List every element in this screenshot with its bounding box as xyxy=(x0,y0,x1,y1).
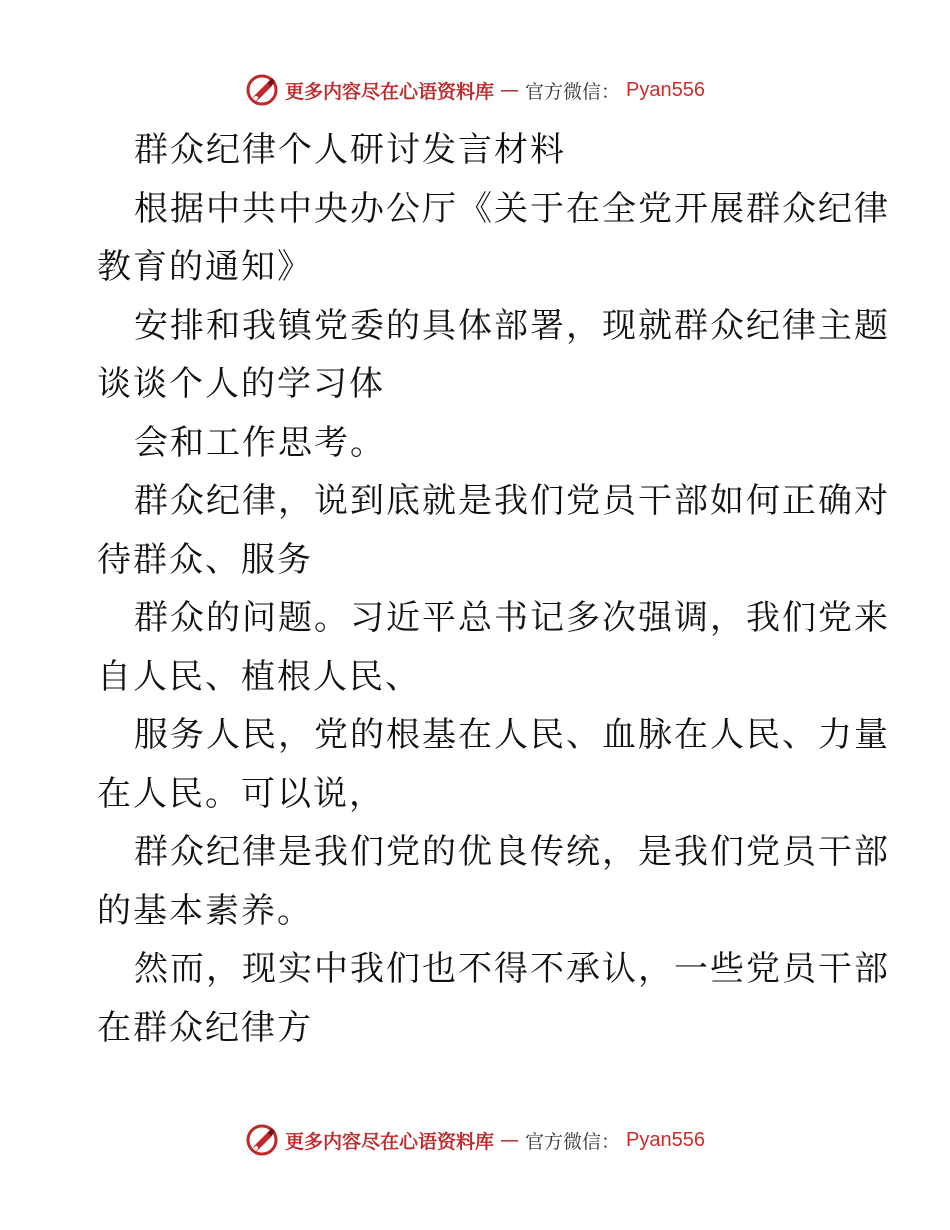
paragraph-line: 会和工作思考。 xyxy=(134,422,386,463)
banner-wechat-label: 官方微信： xyxy=(525,1130,621,1153)
paragraph-line: 的基本素养。 xyxy=(97,890,313,931)
paragraph-line: 群众的问题。习近平总书记多次强调，我们党来 xyxy=(134,598,890,638)
footer-banner xyxy=(0,1120,950,1160)
banner-text: 更多内容尽在心语资料库 xyxy=(285,80,495,103)
paragraph-line: 教育的通知》 xyxy=(97,247,313,287)
paragraph-line: 自人民、植根人民、 xyxy=(97,656,421,697)
document-body xyxy=(97,121,890,1057)
paragraph-line: 安排和我镇党委的具体部署，现就群众纪律主题 xyxy=(134,305,890,346)
banner-wechat-label: 官方微信： xyxy=(525,80,621,103)
paragraph-line: 谈谈个人的学习体 xyxy=(97,364,385,404)
paragraph-line: 待群众、服务 xyxy=(97,539,313,580)
pen-nib-logo-icon xyxy=(245,73,279,107)
banner-dash: — xyxy=(500,79,520,101)
paragraph-line: 根据中共中央办公厅《关于在全党开展群众纪律 xyxy=(134,188,890,229)
paragraph-line: 服务人民，党的根基在人民、血脉在人民、力量 xyxy=(134,715,890,755)
banner-wechat-id: Pyan556 xyxy=(626,78,705,101)
paragraph-line: 然而，现实中我们也不得不承认，一些党员干部 xyxy=(134,949,890,989)
banner-dash: — xyxy=(500,1129,520,1151)
banner-wechat-id: Pyan556 xyxy=(626,1128,705,1151)
document-title: 群众纪律个人研讨发言材料 xyxy=(134,130,566,170)
header-banner xyxy=(0,70,950,110)
pen-nib-logo-icon xyxy=(245,1123,279,1157)
banner-text: 更多内容尽在心语资料库 xyxy=(285,1130,495,1153)
paragraph-line: 群众纪律是我们党的优良传统，是我们党员干部 xyxy=(134,832,890,872)
paragraph-line: 群众纪律，说到底就是我们党员干部如何正确对 xyxy=(134,481,890,521)
paragraph-line: 在群众纪律方 xyxy=(97,1007,313,1048)
paragraph-line: 在人民。可以说， xyxy=(97,773,385,814)
